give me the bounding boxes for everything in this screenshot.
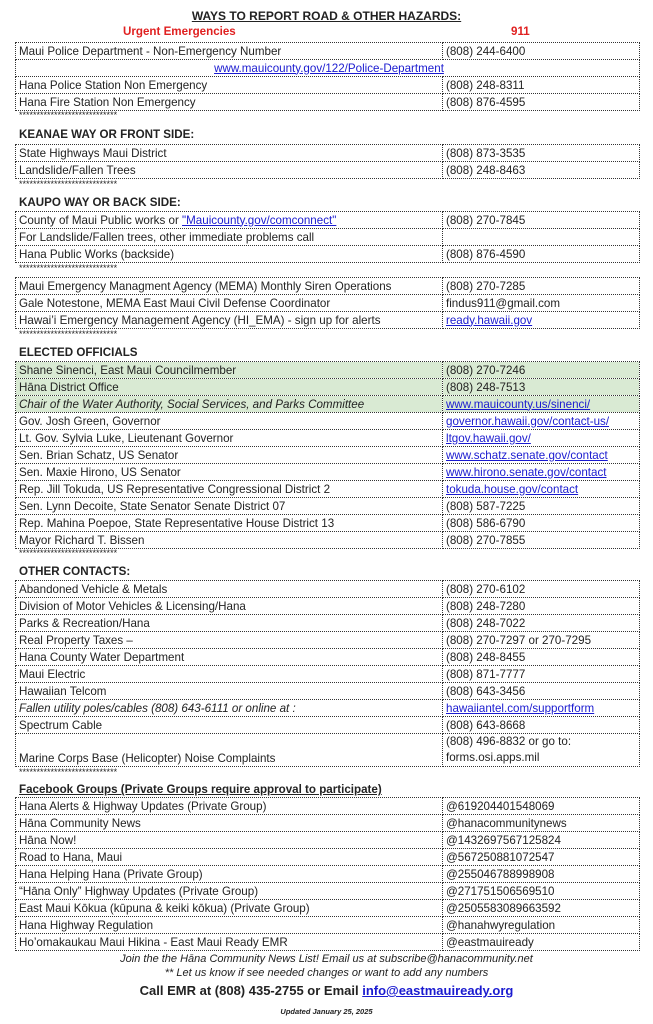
table-row bbox=[16, 700, 640, 717]
footer-call-text: Call EMR at (808) 435-2755 or Email bbox=[139, 983, 363, 998]
contact-phone: (808) 248-8455 bbox=[443, 649, 640, 666]
table-row bbox=[16, 481, 640, 498]
table-row bbox=[16, 649, 640, 666]
contact-name: Division of Motor Vehicles & Licensing/Hana bbox=[16, 598, 443, 615]
contact-phone: (808) 248-7022 bbox=[443, 615, 640, 632]
table-row bbox=[16, 464, 640, 481]
group-name: Hana Helping Hana (Private Group) bbox=[16, 866, 443, 883]
official-role: Chair of the Water Authority, Social Services, and Parks Committee bbox=[16, 396, 443, 413]
ready-hawaii-link[interactable]: ready.hawaii.gov bbox=[446, 313, 533, 327]
table-row bbox=[16, 379, 640, 396]
divider-stars: **************************** bbox=[19, 329, 118, 339]
elected-table bbox=[15, 361, 640, 549]
contact-name: Landslide/Fallen Trees bbox=[16, 162, 443, 179]
group-name: Hana Alerts & Highway Updates (Private Group) bbox=[16, 798, 443, 815]
official-phone: (808) 270-7855 bbox=[443, 532, 640, 549]
table-row bbox=[16, 498, 640, 515]
group-name: Ho’omakaukau Maui Hikina - East Maui Ready EMR bbox=[16, 934, 443, 951]
table-row bbox=[16, 717, 640, 734]
contact-phone: (808) 270-7845 bbox=[443, 212, 640, 229]
section-heading-facebook: Facebook Groups (Private Groups require approval to participate) bbox=[19, 783, 382, 796]
contact-phone: (808) 876-4590 bbox=[443, 246, 640, 263]
table-row bbox=[16, 832, 640, 849]
footer-email-link[interactable]: info@eastmauiready.org bbox=[362, 983, 514, 998]
table-row bbox=[16, 798, 640, 815]
facebook-table bbox=[15, 797, 640, 951]
official-phone: (808) 248-7513 bbox=[443, 379, 640, 396]
contact-name: Maui Electric bbox=[16, 666, 443, 683]
table-row bbox=[16, 934, 640, 951]
footer-changes-text: ** Let us know if see needed changes or want to add any numbers bbox=[164, 967, 489, 979]
table-row bbox=[16, 866, 640, 883]
table-row bbox=[16, 60, 640, 77]
official-name: Rep. Mahina Poepoe, State Representative House District 13 bbox=[16, 515, 443, 532]
footer-call-line bbox=[0, 983, 653, 999]
contact-name: Marine Corps Base (Helicopter) Noise Complaints bbox=[16, 734, 443, 767]
contact-phone: (808) 248-8311 bbox=[443, 77, 640, 94]
group-handle: @271751506569510 bbox=[443, 883, 640, 900]
official-name: Mayor Richard T. Bissen bbox=[16, 532, 443, 549]
table-row bbox=[16, 212, 640, 229]
table-row bbox=[16, 413, 640, 430]
contact-name: Maui Emergency Managment Agency (MEMA) Monthly Siren Operations bbox=[16, 278, 443, 295]
contact-phone: (808) 270-7285 bbox=[443, 278, 640, 295]
sinenci-link[interactable]: www.mauicounty.us/sinenci/ bbox=[446, 397, 591, 411]
table-row bbox=[16, 447, 640, 464]
official-name: Rep. Jill Tokuda, US Representative Congressional District 2 bbox=[16, 481, 443, 498]
section-heading-kaupo: KAUPO WAY OR BACK SIDE: bbox=[19, 196, 181, 209]
urgent-label: Urgent Emergencies bbox=[123, 25, 236, 38]
table-row bbox=[16, 295, 640, 312]
group-name: East Maui Kōkua (kūpuna & keiki kōkua) (Private Group) bbox=[16, 900, 443, 917]
table-row bbox=[16, 246, 640, 263]
table-row bbox=[16, 362, 640, 379]
contact-name: Gale Notestone, MEMA East Maui Civil Defense Coordinator bbox=[16, 295, 443, 312]
contact-website: forms.osi.apps.mil bbox=[446, 751, 540, 764]
table-row bbox=[16, 430, 640, 447]
table-row bbox=[16, 917, 640, 934]
contact-name: Hana Fire Station Non Emergency bbox=[16, 94, 443, 111]
contact-name: Hana Police Station Non Emergency bbox=[16, 77, 443, 94]
contact-name: Abandoned Vehicle & Metals bbox=[16, 581, 443, 598]
table-row bbox=[16, 162, 640, 179]
table-row bbox=[16, 615, 640, 632]
table-row bbox=[16, 43, 640, 60]
table-row bbox=[16, 883, 640, 900]
comconnect-link[interactable]: "Mauicounty.gov/comconnect" bbox=[182, 213, 337, 227]
contact-name: Hana Public Works (backside) bbox=[16, 246, 443, 263]
contact-name: Spectrum Cable bbox=[16, 717, 443, 734]
divider-stars: **************************** bbox=[19, 263, 118, 273]
official-name: Hāna District Office bbox=[16, 379, 443, 396]
footer-join-text: Join the the Hāna Community News List! Email us at subscribe@hanacommunity.net bbox=[120, 953, 533, 965]
group-handle: @hanahwyregulation bbox=[443, 917, 640, 934]
schatz-link[interactable]: www.schatz.senate.gov/contact bbox=[446, 448, 608, 462]
table-row bbox=[16, 849, 640, 866]
section-heading-keanae: KEANAE WAY OR FRONT SIDE: bbox=[19, 128, 195, 141]
contact-name: Fallen utility poles/cables (808) 643-6111 or online at : bbox=[16, 700, 443, 717]
kaupo-table bbox=[15, 211, 640, 263]
contact-phone: (808) 270-6102 bbox=[443, 581, 640, 598]
group-handle: @2505583089663592 bbox=[443, 900, 640, 917]
official-name: Gov. Josh Green, Governor bbox=[16, 413, 443, 430]
contact-note: For Landslide/Fallen trees, other immediate problems call bbox=[16, 229, 443, 246]
group-name: Hana Highway Regulation bbox=[16, 917, 443, 934]
page-title: WAYS TO REPORT ROAD & OTHER HAZARDS: bbox=[191, 9, 462, 23]
contact-phone: (808) 643-3456 bbox=[443, 683, 640, 700]
footer-updated: Updated January 25, 2025 bbox=[280, 1007, 373, 1016]
table-row bbox=[16, 532, 640, 549]
table-row bbox=[16, 145, 640, 162]
contact-phone: (808) 496-8832 or go to: bbox=[446, 735, 572, 748]
hawaiiantel-link[interactable]: hawaiiantel.com/supportform bbox=[446, 701, 595, 715]
divider-stars: **************************** bbox=[19, 179, 118, 189]
table-row bbox=[16, 815, 640, 832]
contact-name: Real Property Taxes – bbox=[16, 632, 443, 649]
group-name: Hāna Community News bbox=[16, 815, 443, 832]
contact-phone: (808) 873-3535 bbox=[443, 145, 640, 162]
official-phone: (808) 270-7246 bbox=[443, 362, 640, 379]
contact-name: Hana County Water Department bbox=[16, 649, 443, 666]
table-row bbox=[16, 598, 640, 615]
table-row bbox=[16, 632, 640, 649]
table-row bbox=[16, 581, 640, 598]
contact-phone: (808) 270-7297 or 270-7295 bbox=[443, 632, 640, 649]
contact-phone: (808) 248-7280 bbox=[443, 598, 640, 615]
official-name: Sen. Maxie Hirono, US Senator bbox=[16, 464, 443, 481]
mema-table bbox=[15, 277, 640, 329]
table-row bbox=[16, 900, 640, 917]
table-row bbox=[16, 515, 640, 532]
keanae-table bbox=[15, 144, 640, 179]
other-table bbox=[15, 580, 640, 767]
group-name: Hāna Now! bbox=[16, 832, 443, 849]
official-name: Lt. Gov. Sylvia Luke, Lieutenant Governor bbox=[16, 430, 443, 447]
divider-stars: **************************** bbox=[19, 767, 118, 777]
police-table bbox=[15, 42, 640, 111]
official-name: Shane Sinenci, East Maui Councilmember bbox=[16, 362, 443, 379]
contact-phone: (808) 876-4595 bbox=[443, 94, 640, 111]
official-phone: (808) 586-6790 bbox=[443, 515, 640, 532]
tokuda-link[interactable]: tokuda.house.gov/contact bbox=[446, 482, 579, 496]
group-handle: @eastmauiready bbox=[443, 934, 640, 951]
group-name: Road to Hana, Maui bbox=[16, 849, 443, 866]
police-website-link[interactable]: www.mauicounty.gov/122/Police-Department bbox=[214, 61, 444, 75]
table-row bbox=[16, 229, 640, 246]
official-name: Sen. Brian Schatz, US Senator bbox=[16, 447, 443, 464]
contact-name: Hawai’i Emergency Management Agency (HI_EMA) - sign up for alerts bbox=[16, 312, 443, 329]
contact-phone: (808) 244-6400 bbox=[443, 43, 640, 60]
table-row bbox=[16, 77, 640, 94]
section-heading-elected: ELECTED OFFICIALS bbox=[19, 346, 138, 359]
group-name: “Hāna Only” Highway Updates (Private Group) bbox=[16, 883, 443, 900]
table-row bbox=[16, 94, 640, 111]
table-row bbox=[16, 683, 640, 700]
governor-link[interactable]: governor.hawaii.gov/contact-us/ bbox=[446, 414, 610, 428]
table-row bbox=[16, 278, 640, 295]
official-phone: (808) 587-7225 bbox=[443, 498, 640, 515]
group-handle: @1432697567125824 bbox=[443, 832, 640, 849]
group-handle: @619204401548069 bbox=[443, 798, 640, 815]
divider-stars: **************************** bbox=[19, 110, 118, 120]
table-row bbox=[16, 312, 640, 329]
contact-name: Hawaiian Telcom bbox=[16, 683, 443, 700]
table-row bbox=[16, 666, 640, 683]
contact-phone: (808) 643-8668 bbox=[443, 717, 640, 734]
contact-name: Parks & Recreation/Hana bbox=[16, 615, 443, 632]
section-heading-other: OTHER CONTACTS: bbox=[19, 565, 131, 578]
contact-name: County of Maui Public works or bbox=[19, 213, 183, 227]
official-name: Sen. Lynn Decoite, State Senator Senate District 07 bbox=[16, 498, 443, 515]
divider-stars: **************************** bbox=[19, 548, 118, 558]
contact-phone: (808) 871-7777 bbox=[443, 666, 640, 683]
hirono-link[interactable]: www.hirono.senate.gov/contact bbox=[446, 465, 607, 479]
contact-phone: (808) 248-8463 bbox=[443, 162, 640, 179]
contact-name: Maui Police Department - Non-Emergency Number bbox=[16, 43, 443, 60]
contact-name: State Highways Maui District bbox=[16, 145, 443, 162]
group-handle: @hanacommunitynews bbox=[443, 815, 640, 832]
table-row bbox=[16, 396, 640, 413]
ltgov-link[interactable]: ltgov.hawaii.gov/ bbox=[446, 431, 531, 445]
urgent-number: 911 bbox=[511, 25, 530, 38]
contact-email: findus911@gmail.com bbox=[443, 295, 640, 312]
group-handle: @255046788998908 bbox=[443, 866, 640, 883]
group-handle: @567250881072547 bbox=[443, 849, 640, 866]
table-row bbox=[16, 734, 640, 767]
